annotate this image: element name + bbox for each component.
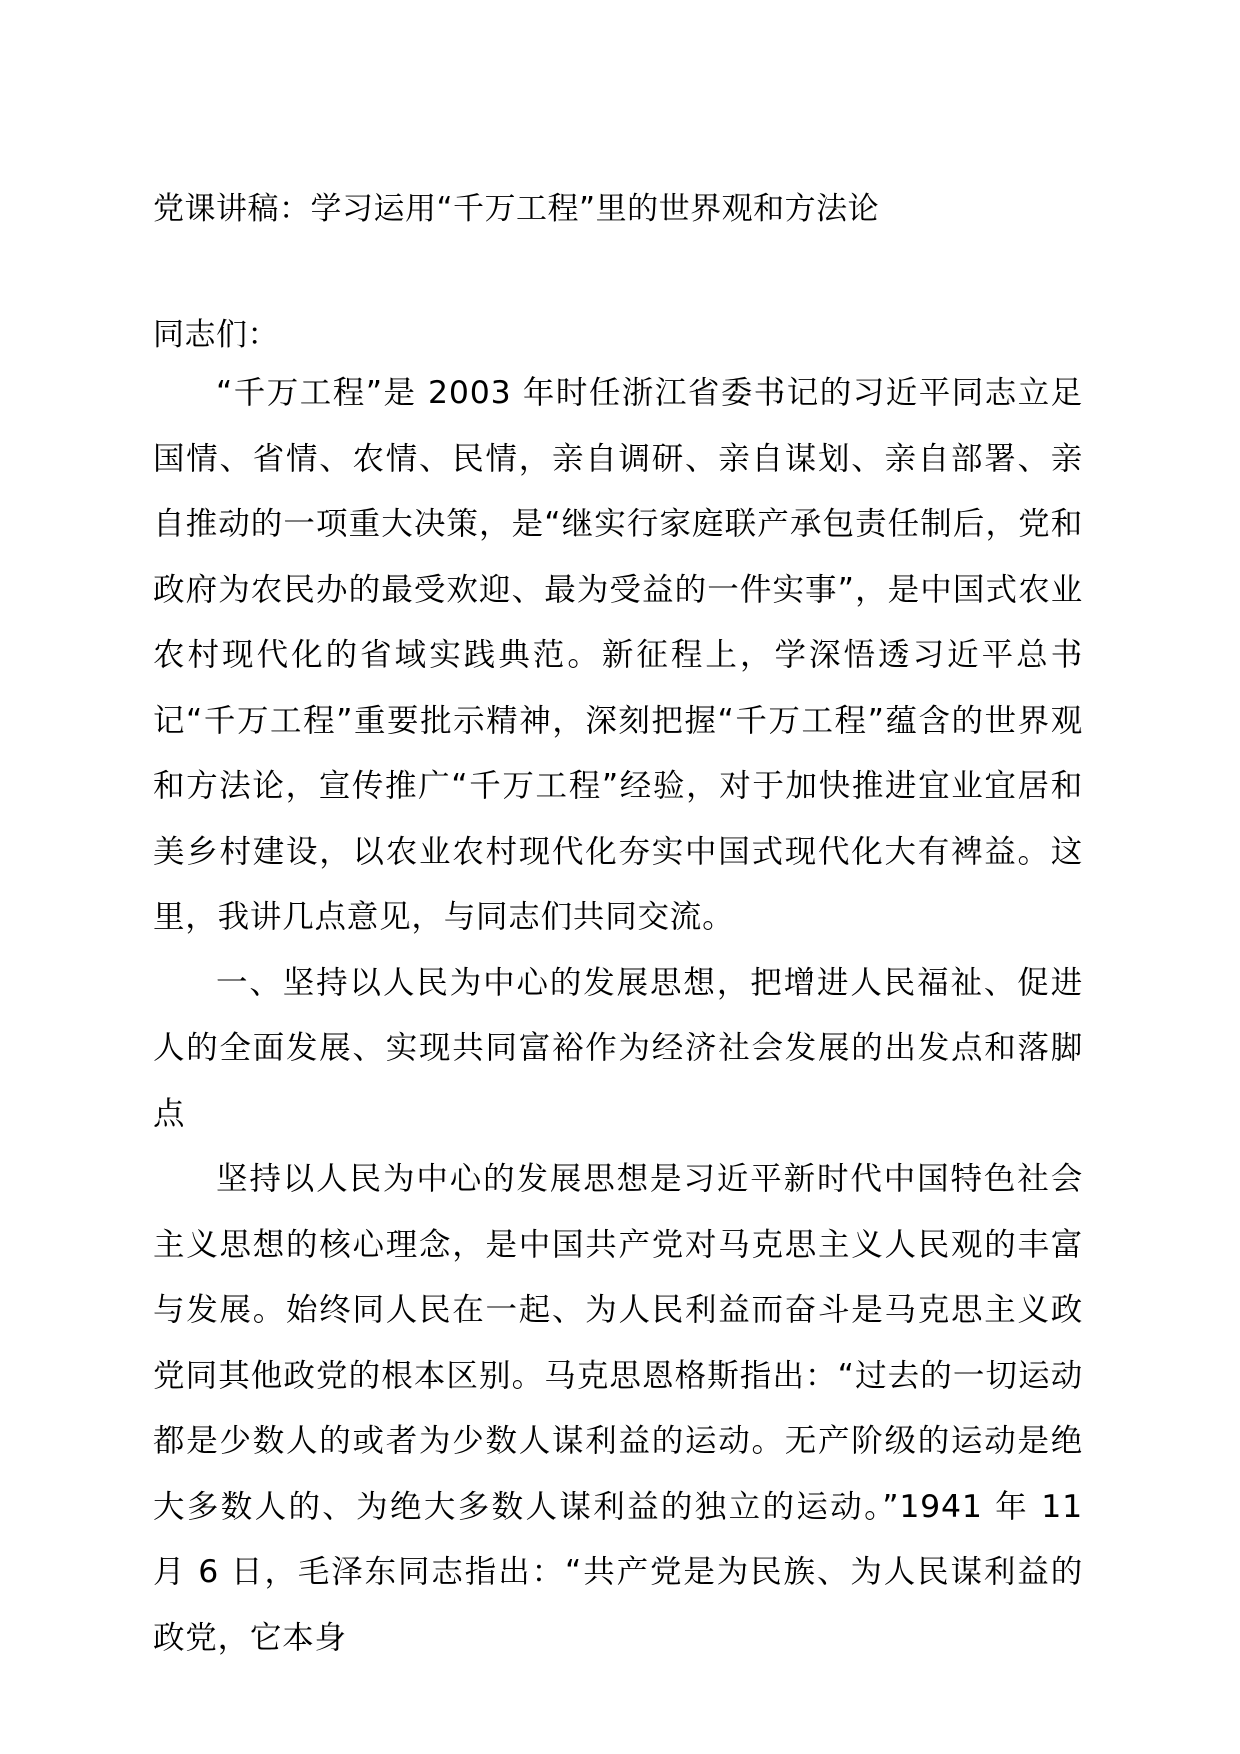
section-heading-1: 一、坚持以人民为中心的发展思想，把增进人民福祉、促进人的全面发展、实现共同富裕作为经济社会发展的出发点和落脚点 — [153, 964, 1083, 1132]
document-title: 党课讲稿：学习运用“千万工程”里的世界观和方法论 — [153, 191, 880, 227]
paragraph-intro: “千万工程”是 2003 年时任浙江省委书记的习近平同志立足国情、省情、农情、民情，亲自调研、亲自谋划、亲自部署、亲自推动的一项重大决策，是“继实行家庭联产承包责任制后，党和政府为农民办的最受欢迎、最为受益的一件实事”，是中国式农业农村现代化的省域实践典范。新征程上，学深悟透习近平总书记“千万工程”重要批示精神，深刻把握“千万工程”蕴含的世界观和方法论，宣传推广“千万工程”经验，对于加快推进宜业宜居和美乡村建设，以农业农村现代化夯实中国式现代化大有裨益。这里，我讲几点意见，与同志们共同交流。 — [153, 375, 1083, 935]
salutation: 同志们： — [153, 317, 279, 353]
paragraph-section-1: 坚持以人民为中心的发展思想是习近平新时代中国特色社会主义思想的核心理念，是中国共产党对马克思主义人民观的丰富与发展。始终同人民在一起、为人民利益而奋斗是马克思主义政党同其他政党的根本区别。马克思恩格斯指出：“过去的一切运动都是少数人的或者为少数人谋利益的运动。无产阶级的运动是绝大多数人的、为绝大多数人谋利益的独立的运动。”1941 年 11 月 6 日，毛泽东同志指出：“共产党是为民族、为人民谋利益的政党，它本身 — [153, 1161, 1083, 1656]
document-body — [153, 186, 1083, 1671]
